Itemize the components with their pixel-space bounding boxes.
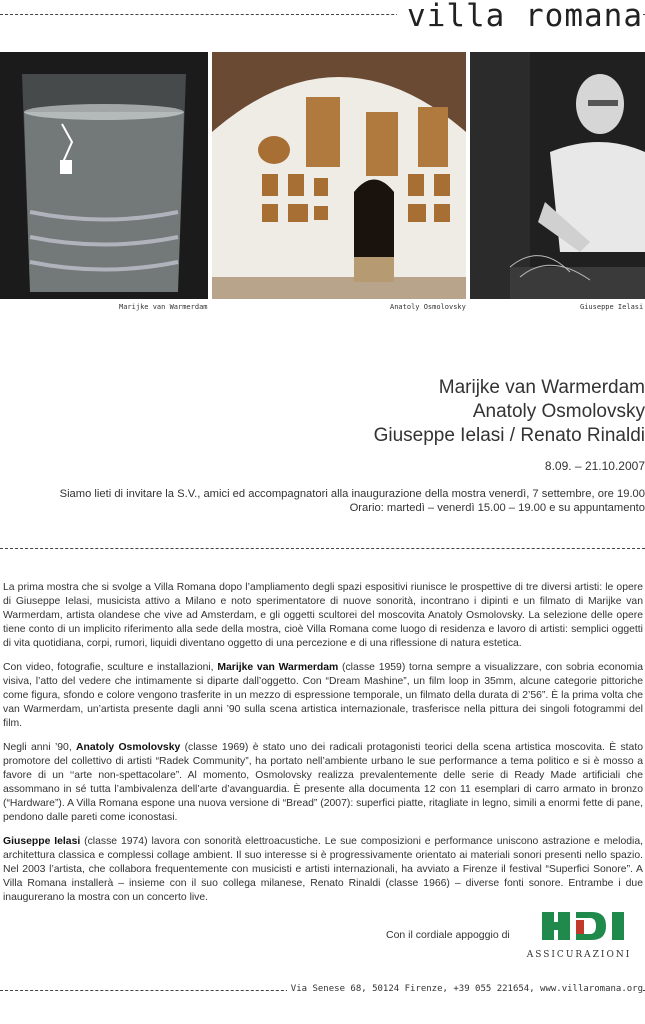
opening-hours: Orario: martedì – venerdì 15.00 – 19.00 e su appuntamento [349,502,645,514]
paragraph-osmolovsky [3,741,643,825]
hdi-logo-icon [526,910,632,962]
artists-heading [374,376,645,448]
caption-warmerdam: Marijke van Warmerdam [119,303,208,311]
gallery-image [212,52,466,299]
paragraph-intro: La prima mostra che si svolge a Villa Romana dopo l’ampliamento degli spazi espositivi riunisce le prospettive di tre diversi artisti: le opere di Giuseppe Ielasi, musicista attivo a Milano e noto sperimentatore di nuove sonorità, incontrano i dipinti e un filmato di Marijke van Warmerdam, artista olandese che vive ad Amsterdam, e gli oggetti scultorei del moscovita Anatoly Osmolovsky. La selezione delle opere tiene conto di un implicito riferimento alla sede della mostra, cioè Villa Romana come luogo di residenza e lavoro di artisti: semplici oggetti di vita quotidiana, corpi, rumori, liquidi diventano oggetto di una percezione e di una riflessione di natura estetica. [3,582,643,649]
photo-musician [470,52,645,299]
artist-name: Marijke van Warmerdam [438,377,645,398]
caption-osmolovsky: Anatoly Osmolovsky [390,303,466,311]
artist-name: Giuseppe Ielasi / Renato Rinaldi [373,425,645,446]
invitation-block [60,487,645,515]
text-run: (classe 1974) lavora con sonorità elettroacustiche. Le sue composizioni e performance uniscono astrazione e melodia, architettura classica e complessi collage ambient. Il suo interesse si è progressivamente orientato ai materiali sonori presenti nello spazio. Nel 2003 l’artista, che collabora frequentemente con musicisti e artisti internazionali, ha avviato a Firenze il festival “Superfici Sonore”. A Villa Romana installerà – insieme con il suo collega milanese, Renato Rinaldi (classe 1966) – diverse fonti sonore. Entrambe i due inaugurerano la mostra con un concerto live. [3,836,643,903]
hdi-logo [526,910,632,962]
glass-image [0,52,208,299]
photo-glass [0,52,208,299]
artist-bold: Marijke van Warmerdam [217,662,339,673]
musician-image [470,52,645,299]
sponsor-subtitle: ASSICURAZIONI [526,950,632,960]
text-run: (classe 1959) torna sempre a visualizzare, con sobria economia visiva, l’atto del vedere che intimamente si diparte dall’oggetto. Con “Dream Mashine”, un film loop in 35mm, alcune categorie pittoriche come figura, sfondo e colore vengono trasferite in un mezzo di espressione temporale, un filmato della durata di 2’56”. È la prima volta che van Warmerdam, un’artista presente dagli anni ’90 sulla scena artistica internazionale, trasferisce nella pittura dei singoli fotogrammi del film. [3,662,643,729]
artist-bold: Giuseppe Ielasi [3,836,81,847]
photo-gallery-wall [212,52,466,299]
text-run: (classe 1969) è stato uno dei radicali protagonisti teorici della scena artistica moscovita. È stato promotore del collettivo di artisti “Radek Community”, ha portato nell’ambiente urbano le sue performance a tema politico e si è mosso a favore di un ‘‘arte non-spettacolare”. Al momento, Osmolovsky realizza prevalentemente delle serie di Ready Made artificiali che assommano in sé tutta l’ambivalenza dell’arte d’avanguardia. È presente alla documenta 12 con 11 esemplari di carro armato in bronzo (“Hardware”). A Villa Romana espone una nuova versione di “Bread” (2007): superfici piatte, ritagliate in legno, simili a enormi fette di pane, pendono dalle pareti come iconostasi. [3,742,643,823]
brand-title: villa romana [397,0,643,34]
invitation-text: Siamo lieti di invitare la S.V., amici ed accompagnatori alla inaugurazione della mostra venerdì, 7 settembre, ore 19.00 [59,488,645,500]
text-run: Con video, fotografie, sculture e installazioni, [3,662,218,673]
exhibition-dates: 8.09. – 21.10.2007 [544,459,645,473]
paragraph-ielasi [3,835,643,905]
text-run: Negli anni ’90, [3,742,77,753]
footer-contact: Via Senese 68, 50124 Firenze, +39 055 221654, www.villaromana.org [287,984,643,994]
press-text [3,581,643,915]
artist-name: Anatoly Osmolovsky [472,401,645,422]
paragraph-warmerdam [3,661,643,731]
caption-ielasi: Giuseppe Ielasi [580,303,644,311]
support-text: Con il cordiale appoggio di [386,929,510,941]
artist-bold: Anatoly Osmolovsky [76,742,181,753]
section-divider [0,548,645,549]
